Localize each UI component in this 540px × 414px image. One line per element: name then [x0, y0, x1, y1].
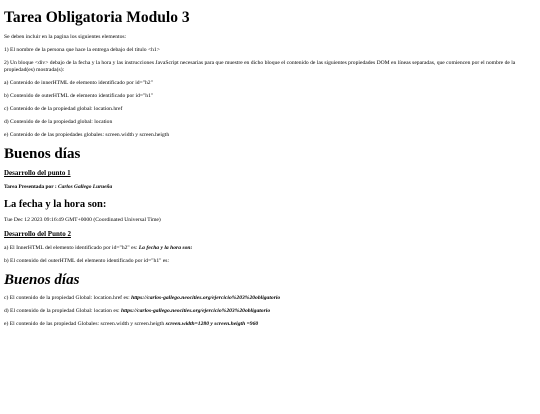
requirement-2b: b) Contenido de outerHTML de elemento identificado por id="h1" [4, 93, 154, 99]
result-a [4, 245, 536, 252]
result-a-label: a) El InnerHTML del elemento identificado por id="h2" es: [4, 245, 138, 251]
result-b [4, 258, 536, 265]
greeting-outerhtml: Buenos días [4, 272, 80, 288]
requirement-2e: e) Contenido de de las propiedades globales: screen.width y screen.heigth [4, 132, 170, 138]
result-d [4, 308, 536, 315]
result-d-label: d) El contenido de la propiedad Global: location es: [4, 308, 120, 314]
intro-text: Se deben incluir en la pagina los siguientes elementos: [4, 34, 127, 40]
datetime-value: Tue Dec 12 2023 09:16:49 GMT+0000 (Coordinated Universal Time) [4, 217, 161, 223]
result-d-value: https://carlos-gallego.neocities.org/ejercicio%203%20obligatorio [120, 308, 271, 314]
author-name: Carlos Gallego Lurueña [58, 184, 113, 190]
result-e [4, 321, 536, 328]
section-2-heading: Desarrollo del Punto 2 [4, 230, 71, 238]
requirement-2c: c) Contenido de de la propiedad global: location.href [4, 106, 123, 112]
requirement-2d: d) Contenido de de la propiedad global: location [4, 119, 113, 125]
page-content [0, 9, 540, 328]
result-a-value: La fecha y la hora son: [138, 245, 193, 251]
datetime-heading: La fecha y la hora son: [4, 199, 107, 210]
result-e-label: e) El contenido de las propiedad Globales: screen.width y screen.heigth [4, 321, 165, 327]
requirement-2a: a) Contenido de innerHTML de elemento identificado por id="h2" [4, 80, 153, 86]
requirement-1: 1) El nombre de la persona que hace la entrega debajo del titulo <h1> [4, 47, 160, 53]
greeting-heading: Buenos días [4, 146, 81, 162]
requirement-2: 2) Un bloque <div> debajo de la fecha y la hora y las instrucciones JavaScript necesarias para que muestre en dicho bloque el contenido de las siguientes propiedades DOM en líneas separadas, que comiencen por el nombre de la propiedad(es) mostrada(s): [4, 60, 516, 73]
result-b-label: b) El contenido del outerHTML del elemento identificado por id="h1" es: [4, 258, 170, 264]
result-c [4, 295, 536, 302]
author-label: Tarea Presentada por : [4, 184, 57, 190]
section-1-heading: Desarrollo del punto 1 [4, 169, 71, 177]
page-title: Tarea Obligatoria Modulo 3 [4, 9, 190, 26]
result-e-value: screen.width=1280 y screen.heigth =960 [165, 321, 259, 327]
result-c-value: https://carlos-gallego.neocities.org/ejercicio%203%20obligatorio [131, 295, 281, 301]
result-c-label: c) El contenido de la propiedad Global: location.href es: [4, 295, 130, 301]
author-line [4, 184, 536, 191]
